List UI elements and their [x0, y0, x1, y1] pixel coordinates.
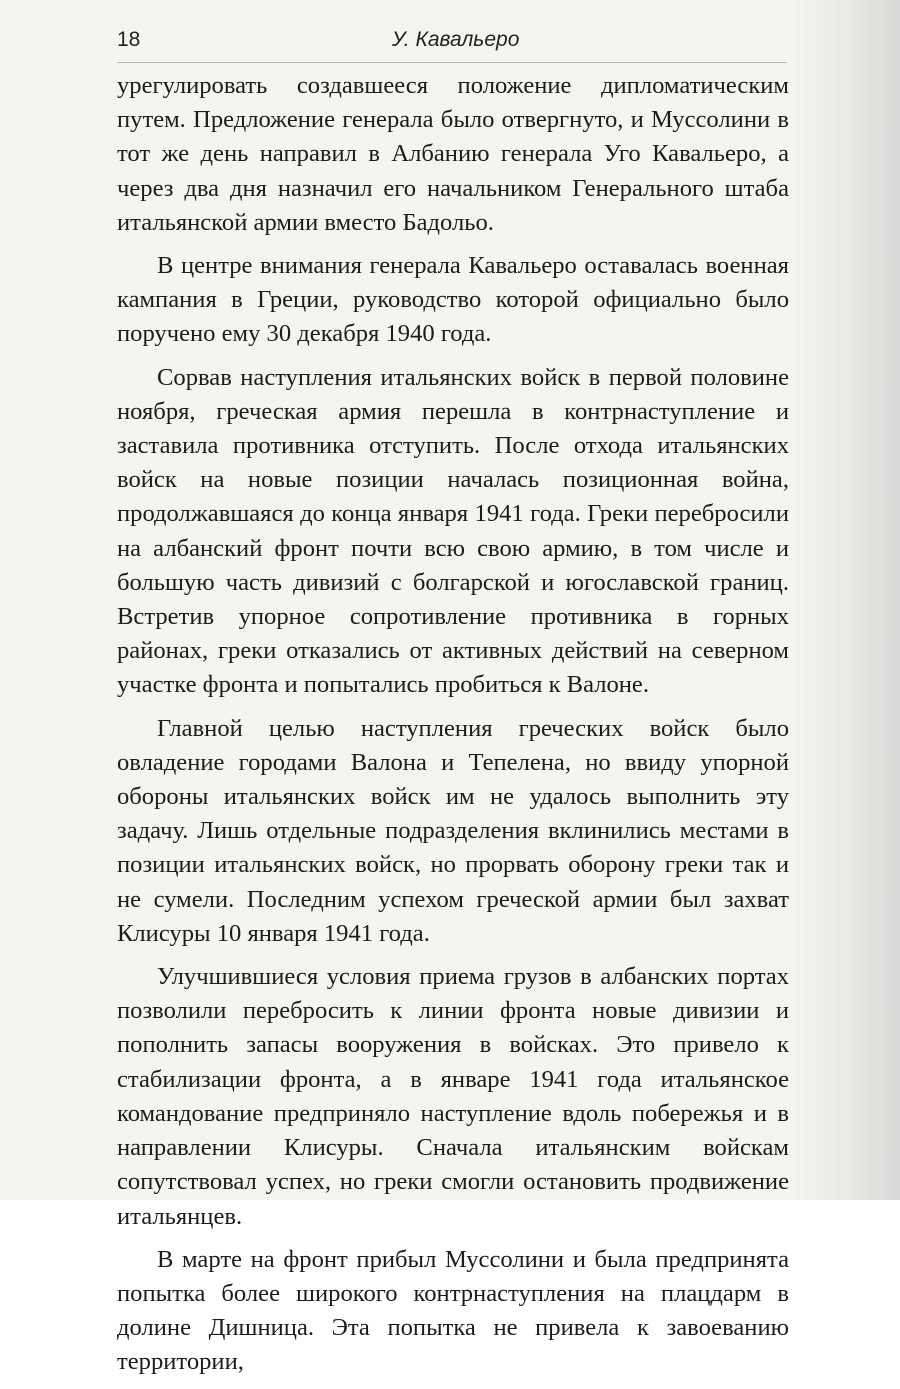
header-rule [117, 62, 787, 63]
paragraph-3: Сорвав наступления итальянских войск в первой половине ноября, греческая армия перешла в контрнаступление и заставила противника отступить. После отхода итальянских войск на новые позиции началась позиционная война, продолжавшаяся до конца января 1941 года. Греки перебросили на албанский фронт почти всю свою армию, в том числе и большую часть дивизий с болгарской и югославской границ. Встретив упорное сопротивление противника в горных районах, греки отказались от активных действий на северном участке фронта и попытались пробиться к Валоне. [117, 363, 789, 699]
body-text [117, 69, 789, 1389]
paragraph-2: В центре внимания генерала Кавальеро оставалась военная кампания в Греции, руководство которой официально было поручено ему 30 декабря 1940 года. [117, 252, 789, 348]
paragraph-1: урегулировать создавшееся положение дипломатическим путем. Предложение генерала было отвергнуто, и Муссолини в тот же день направил в Албанию генерала Уго Кавальеро, а через два дня назначил его начальником Генерального штаба итальянской армии вместо Бадольо. [117, 72, 789, 236]
page-edge-shadow [790, 0, 900, 1200]
page-number: 18 [117, 28, 141, 51]
running-title: У. Кавальеро [392, 28, 520, 51]
paragraph-6: В марте на фронт прибыл Муссолини и была предпринята попытка более широкого контрнаступления на плацдарм в долине Дишница. Эта попытка не привела к завоеванию территории, [117, 1245, 789, 1376]
paragraph-4: Главной целью наступления греческих войск было овладение городами Валона и Тепелена, но ввиду упорной обороны итальянских войск им не удалось выполнить эту задачу. Лишь отдельные подразделения вклинились местами в позиции итальянских войск, но прорвать оборону греки так и не сумели. Последним успехом греческой армии был захват Клисуры 10 января 1941 года. [117, 714, 789, 947]
paragraph-5: Улучшившиеся условия приема грузов в албанских портах позволили перебросить к линии фронта новые дивизии и пополнить запасы вооружения в войсках. Это привело к стабилизации фронта, а в январе 1941 года итальянское командование предприняло наступление вдоль побережья и в направлении Клисуры. Сначала итальянским войскам сопутствовал успех, но греки смогли остановить продвижение итальянцев. [117, 963, 789, 1230]
